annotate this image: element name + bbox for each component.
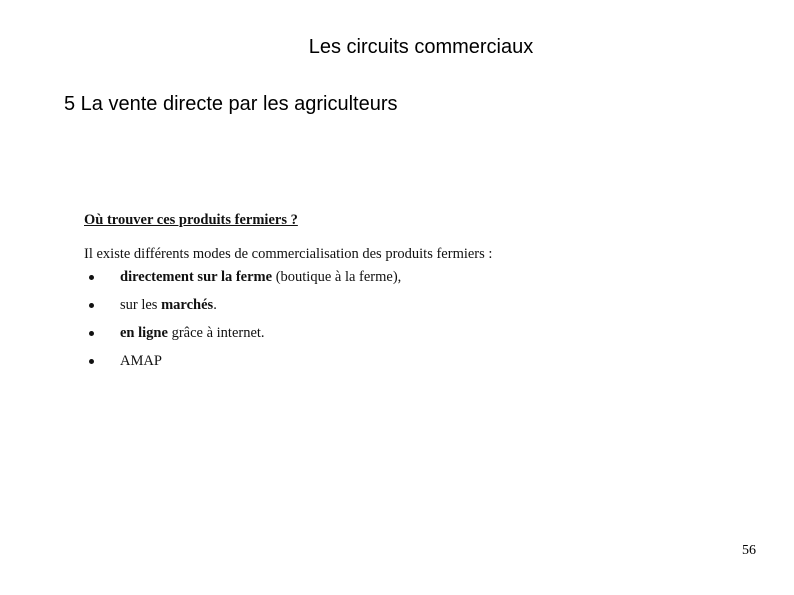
bullet-icon [89,331,94,336]
list-item-text: . [213,297,217,313]
bullet-icon [89,275,94,280]
list-item [84,297,492,325]
list-item-text: sur les [120,297,162,313]
slide-title: Les circuits commerciaux [308,36,534,58]
scanned-text-block [84,212,492,381]
list-item-text: AMAP [120,353,162,369]
list-item-bold: directement sur la ferme [120,269,273,285]
list-item-bold: marchés [161,297,214,313]
bullet-list [84,269,492,381]
intro-paragraph: Il existe différents modes de commercialisation des produits fermiers : [84,246,493,262]
slide-subtitle: 5 La vente directe par les agriculteurs [64,93,398,115]
bullet-icon [89,359,94,364]
section-heading: Où trouver ces produits fermiers ? [84,212,298,228]
list-item [84,353,492,381]
list-item [84,325,492,353]
list-item-bold: en ligne [120,325,168,341]
list-item-text: grâce à internet. [167,325,265,341]
list-item [84,269,492,297]
list-item-text: (boutique à la ferme), [272,269,402,285]
page-number: 56 [742,543,756,558]
bullet-icon [89,303,94,308]
